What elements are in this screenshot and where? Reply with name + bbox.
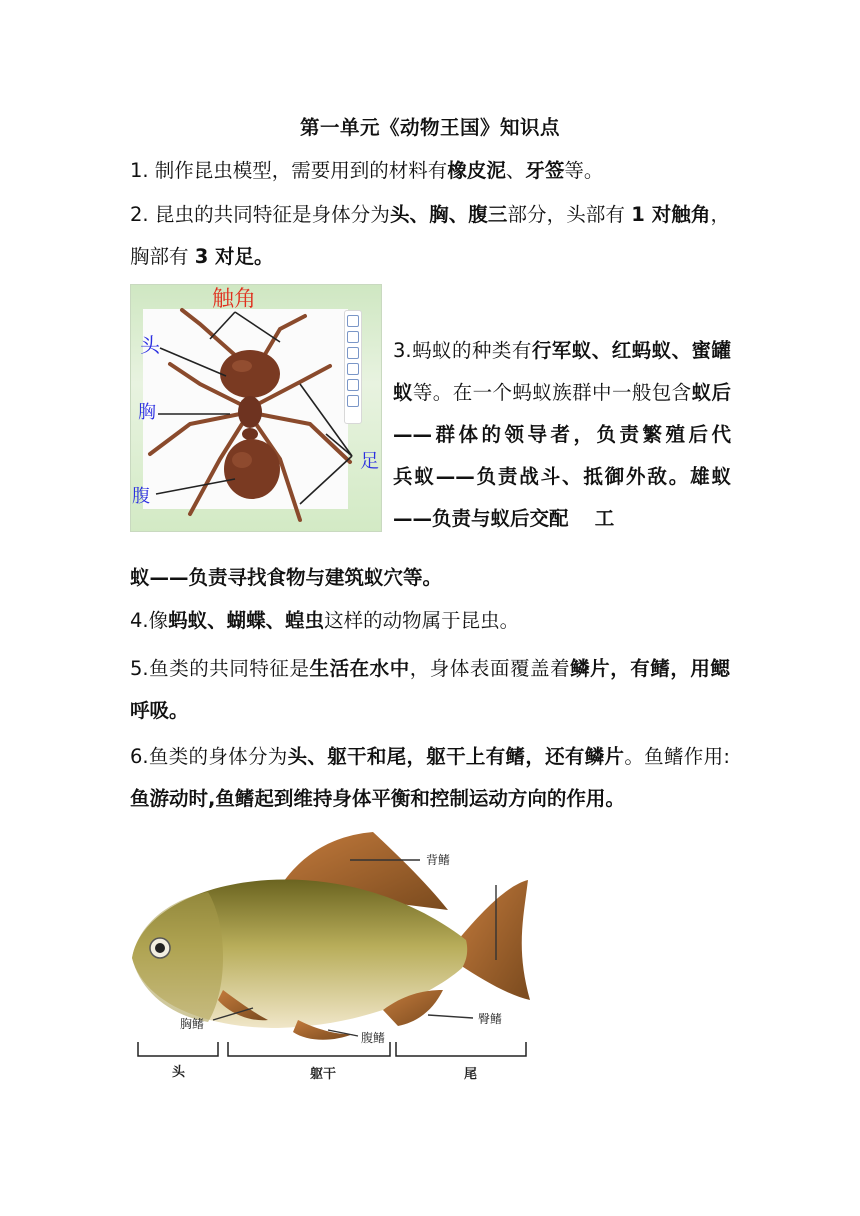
paragraph-2: 2. 昆虫的共同特征是身体分为头、胸、腹三部分，头部有 1 对触角，胸部有 3 对足。 — [130, 203, 730, 268]
paragraph-5: 5.鱼类的共同特征是生活在水中，身体表面覆盖着鳞片，有鳍，用鳃呼吸。 — [130, 657, 730, 722]
paragraph-1: 1. 制作昆虫模型，需要用到的材料有橡皮泥、牙签等。 — [130, 159, 604, 182]
label-anal-fin: 臀鳍 — [478, 1012, 503, 1026]
label-abdomen: 腹 — [132, 486, 150, 507]
label-fish-head: 头 — [172, 1065, 186, 1080]
label-head: 头 — [140, 333, 160, 357]
paragraph-6: 6.鱼类的身体分为头、躯干和尾，躯干上有鳍，还有鳞片。鱼鳍作用:鱼游动时,鱼鳍起到维持身体平衡和控制运动方向的作用。 — [130, 745, 730, 810]
label-antenna: 触角 — [212, 287, 257, 312]
ant-diagram — [130, 284, 380, 532]
label-thorax: 胸 — [138, 402, 156, 423]
label-dorsal-fin: 背鳍 — [426, 853, 451, 867]
page-title: 第一单元《动物王国》知识点 — [299, 116, 560, 139]
label-pectoral-fin: 胸鳍 — [180, 1017, 205, 1031]
label-fish-tail: 尾 — [464, 1067, 478, 1082]
paragraph-3: 3.蚂蚁的种类有行军蚁、红蚂蚁、蜜罐蚁等。在一个蚂蚁族群中一般包含蚁后——群体的领导者，负责繁殖后代 兵蚁——负责战斗、抵御外敌。雄蚁——负责与蚁后交配 工 — [393, 339, 758, 530]
label-legs: 足 — [360, 450, 380, 472]
paragraph-3-continued: 蚁——负责寻找食物与建筑蚁穴等。 — [130, 566, 443, 589]
label-pelvic-fin: 腹鳍 — [361, 1031, 386, 1045]
paragraph-4: 4.像蚂蚁、蝴蝶、蝗虫这样的动物属于昆虫。 — [130, 609, 520, 632]
label-fish-trunk: 躯干 — [310, 1067, 337, 1082]
fish-diagram — [128, 830, 538, 1090]
